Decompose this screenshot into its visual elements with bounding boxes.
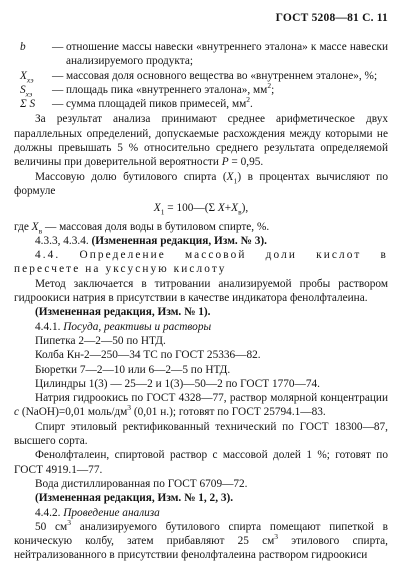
definition-row: $S_{xэ}$ — площадь пика «внутреннего эталона», $мм^2$; xyxy=(14,83,388,97)
section-4-4-2-heading: 4.4.2. Проведение анализа xyxy=(35,506,160,519)
butyl-paragraph: Массовую долю бутилового спирта $(X_1)$ в процентах вычисляют по формуле xyxy=(14,170,388,197)
formula: $X_1$ = 100—(Σ $X+X_в$), xyxy=(153,202,249,217)
section-4-4-body: Метод заключается в титровании анализируемой пробы раствором гидроокиси натрия в присутствии в качестве индикатора фенолфталеина. xyxy=(14,277,388,305)
definition-symbol: $S_{xэ}$ xyxy=(20,83,33,99)
definition-text: площадь пика «внутреннего эталона», $мм^2$; xyxy=(66,81,275,96)
definition-text: массовая доля основного вещества во «внутреннем эталоне», %; xyxy=(66,69,378,82)
ethanol-paragraph: Спирт этиловый ректификованный технический по ГОСТ 18300—87, высшего сорта. xyxy=(14,420,388,448)
equipment-item: Колба Кн-2—250—34 ТС по ГОСТ 25336—82. xyxy=(35,349,261,362)
definition-text: отношение массы навески «внутреннего эталона» к массе навески анализируемого продукта; xyxy=(66,41,388,68)
water-paragraph: Вода дистиллированная по ГОСТ 6709—72. xyxy=(35,477,248,490)
section-4-4-title: 4.4. Определение массовой доли кислот в пересчете на уксусную кислоту xyxy=(14,249,388,276)
section-4-3-3: 4.3.3, 4.3.4. (Измененная редакция, Изм. № 3). xyxy=(35,234,267,247)
page-body xyxy=(14,40,388,563)
definition-row: $X_{xэ}$ — массовая доля основного вещества во «внутреннем эталоне», %; xyxy=(14,69,388,83)
definitions-list xyxy=(14,40,388,111)
definition-text: сумма площадей пиков примесей, $мм^2$. xyxy=(66,95,253,111)
naoh-paragraph: Натрия гидроокись по ГОСТ 4328—77, раствор молярной концентрации c (NaOH)=0,01 моль/$дм^3$ (0,01 н.); готовят по ГОСТ 25794.1—83. xyxy=(14,392,388,419)
page-header: ГОСТ 5208—81 С. 11 xyxy=(275,12,388,24)
equipment-item: Пипетка 2—2—50 по НТД. xyxy=(35,334,166,347)
definition-row: Σ S — сумма площадей пиков примесей, $мм^2$. xyxy=(14,97,388,111)
section-4-4-1-heading: 4.4.1. Посуда, реактивы и растворы xyxy=(35,320,212,333)
definition-row: b — отношение массы навески «внутреннего эталона» к массе навески анализируемого продукта; xyxy=(14,40,388,69)
definition-symbol: Σ S xyxy=(20,98,36,111)
result-paragraph: За результат анализа принимают среднее арифметическое двух параллельных определений, допускаемые расхождения между которыми не должны превышать 5 % относительно среднего результата определяемой величины при доверительной вероятности P = 0,95. xyxy=(14,113,388,169)
definition-symbol: b xyxy=(20,41,26,53)
definition-symbol: $X_{xэ}$ xyxy=(20,69,34,84)
where-line: где $X_в$ — массовая доля воды в бутиловом спирте, %. xyxy=(14,220,270,235)
section-4-4-1-change-note: (Измененная редакция, Изм. № 1, 2, 3). xyxy=(35,492,234,505)
section-4-4-change-note: (Измененная редакция, Изм. № 1). xyxy=(35,306,211,319)
phenolphthalein-paragraph: Фенолфталеин, спиртовой раствор с массовой долей 1 %; готовят по ГОСТ 4919.1—77. xyxy=(14,449,388,476)
equipment-item: Цилиндры 1(3) — 25—2 и 1(3)—50—2 по ГОСТ 1770—74. xyxy=(35,377,320,390)
analysis-paragraph: 50 $см^3$ анализируемого бутилового спирта помещают пипеткой в коническую колбу, затем прибавляют 25 $см^3$ этилового спирта, нейтрализованного в присутствии фенолфталеина раствором гидроокиси xyxy=(14,518,388,562)
equipment-item: Бюретки 7—2—10 или 6—2—5 по НТД. xyxy=(35,363,231,376)
